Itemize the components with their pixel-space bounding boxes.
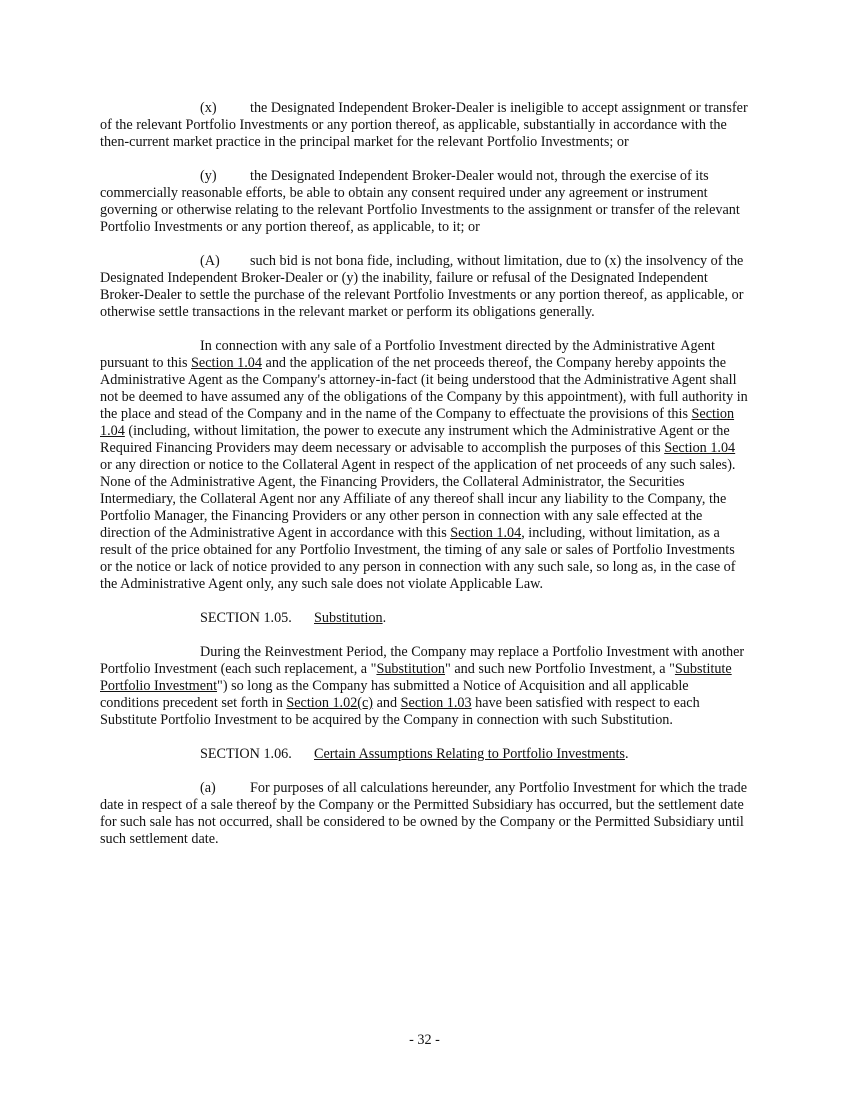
text-run: (including, without limitation, the power to execute any instrument which the Administrative Agent or the Required Financing Providers may deem necessary or advisable to accomplish the purposes of this bbox=[100, 423, 730, 456]
text-run: and the application of the net proceeds thereof, the Company hereby appoints the Administrative Agent as the Company's attorney-in-fact (it being understood that the Administrative Agent shall not be deemed to have assumed any of the obligations of the Company by this appointment), with full authority in the place and stead of the Company and in the name of the Company to effectuate the provisions of this bbox=[100, 355, 748, 422]
clause-label: (a) bbox=[200, 780, 216, 796]
sale-paragraph bbox=[100, 338, 748, 593]
section-heading-1-06 bbox=[100, 746, 748, 763]
clause-text: For purposes of all calculations hereunder, any Portfolio Investment for which the trade date in respect of a sale thereof by the Company or the Permitted Subsidiary has occurred, but the settlement date for such sale has not occurred, shall be considered to be owned by the Company or the Permitted Subsidiary until such settlement date. bbox=[100, 780, 748, 847]
section-heading-1-05 bbox=[100, 610, 748, 627]
defined-term: Substitution bbox=[376, 661, 446, 677]
section-reference: Section 1.04 bbox=[191, 355, 262, 371]
clause-A bbox=[100, 253, 748, 321]
clause-label: (A) bbox=[200, 253, 220, 269]
text-run: have been satisfied with respect to each Substitute Portfolio Investment to be acquired by the Company in connection with such Substitution. bbox=[100, 695, 700, 728]
section-reference: Section 1.04 bbox=[664, 440, 736, 456]
clause-text: the Designated Independent Broker-Dealer would not, through the exercise of its commercially reasonable efforts, be able to obtain any consent required under any agreement or instrument governing or otherwise relating to the relevant Portfolio Investments to the assignment or transfer of the relevant Portfolio Investments or any portion thereof, as applicable, to it; or bbox=[100, 168, 740, 235]
section-title: Certain Assumptions Relating to Portfolio Investments bbox=[314, 746, 625, 762]
document-body bbox=[100, 100, 748, 865]
section-reference: Section 1.04 bbox=[450, 525, 522, 541]
section-title-period: . bbox=[624, 746, 629, 762]
text-run: During the Reinvestment Period, the Company may replace a Portfolio Investment with another Portfolio Investment (each such replacement, a " bbox=[100, 644, 745, 677]
text-run: ") so long as the Company has submitted a Notice of Acquisition and all applicable conditions precedent set forth in bbox=[100, 678, 689, 711]
section-reference: Section 1.04 bbox=[100, 406, 735, 439]
clause-text: such bid is not bona fide, including, without limitation, due to (x) the insolvency of the Designated Independent Broker-Dealer or (y) the inability, failure or refusal of the Designated Independent Broker-Dealer to settle the purchase of the relevant Portfolio Investments or any portion thereof, as applicable, or otherwise settle transactions in the relevant market or perform its obligations generally. bbox=[100, 253, 744, 320]
clause-a bbox=[100, 780, 748, 848]
clause-y bbox=[100, 168, 748, 236]
clause-x bbox=[100, 100, 748, 151]
section-title-period: . bbox=[382, 610, 387, 626]
text-run: and bbox=[373, 695, 401, 711]
clause-label: (y) bbox=[200, 168, 217, 184]
substitution-paragraph bbox=[100, 644, 748, 729]
text-run: or any direction or notice to the Collateral Agent in respect of the application of net proceeds of any such sales). None of the Administrative Agent, the Financing Providers, the Collateral Administrator, the Securities Intermediary, the Collateral Agent nor any Affiliate of any thereof shall incur any liability to the Company, the Portfolio Manager, the Financing Providers or any other person in connection with any sale effected at the direction of the Administrative Agent in accordance with this bbox=[100, 457, 736, 541]
clause-text: the Designated Independent Broker-Dealer is ineligible to accept assignment or transfer of the relevant Portfolio Investments or any portion thereof, as applicable, substantially in accordance with the then-current market practice in the principal market for the relevant Portfolio Investments; or bbox=[100, 100, 748, 150]
section-title: Substitution bbox=[314, 610, 383, 626]
section-number: SECTION 1.06. bbox=[200, 746, 292, 762]
page-number: - 32 - bbox=[409, 1032, 440, 1048]
text-run: , including, without limitation, as a result of the price obtained for any Portfolio Investment, the timing of any sale or sales of Portfolio Investments or the notice or lack of notice provided to any person in connection with any such sale, so long as, in the case of the Administrative Agent only, any such sale does not violate Applicable Law. bbox=[100, 525, 736, 592]
clause-label: (x) bbox=[200, 100, 217, 116]
defined-term: Substitute Portfolio Investment bbox=[100, 661, 732, 694]
text-run: " and such new Portfolio Investment, a " bbox=[445, 661, 675, 677]
text-run: In connection with any sale of a Portfolio Investment directed by the Administrative Agent pursuant to this bbox=[100, 338, 715, 371]
section-reference: Section 1.03 bbox=[400, 695, 472, 711]
section-number: SECTION 1.05. bbox=[200, 610, 292, 626]
section-reference: Section 1.02(c) bbox=[286, 695, 374, 711]
